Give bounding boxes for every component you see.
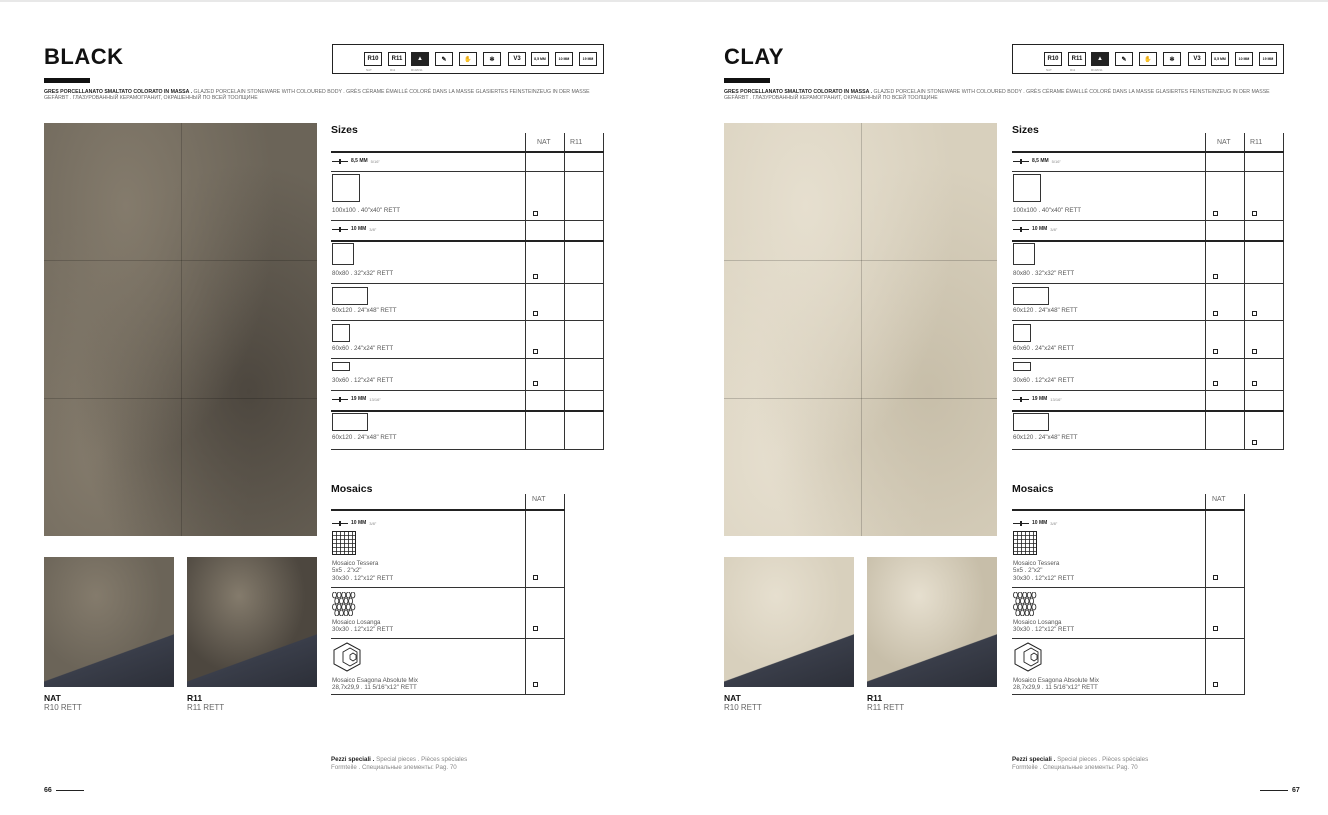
row-rule [331,320,604,321]
thickness-value: 10 MM [351,520,367,526]
thickness-10-icon [555,52,573,66]
mosaic-label [332,560,393,582]
thickness-8-5-icon [531,52,549,66]
slip-r10-icon [364,52,382,66]
note-text: Special pieces . Pièces spéciales [1057,756,1149,763]
stain-resistance-icon: ✎ [1115,52,1133,66]
icon-text: 8,5 MM [1214,57,1226,61]
row-rule [331,240,604,242]
thickness-inch: 3/8" [1050,520,1058,526]
column-divider [525,494,526,694]
thickness-value: 19 MM [1032,396,1048,402]
tile-joint [44,260,317,261]
size-label: 60x60 . 24"x24" RETT [332,345,394,352]
row-rule [331,587,565,588]
icon-text: R11 [391,56,403,62]
column-nat-header: NAT [1212,496,1226,503]
note-line [1012,756,1148,764]
thickness-icon [1013,397,1029,402]
note-line [331,756,467,764]
icon-text: R10 [367,56,379,62]
thickness-row [1013,226,1057,232]
special-pieces-note [331,756,467,771]
page-number-value: 66 [44,787,52,794]
product-description [724,89,1284,102]
thickness-inch: 3/8" [1050,226,1058,232]
tile-edge-shadow [187,557,317,687]
column-nat-header: NAT [537,139,551,146]
spec-icons-box [332,44,604,74]
mosaic-name: Mosaico Losanga [332,619,381,626]
finish-sample-photo-r11 [187,557,317,687]
icon-caption: NAT [1046,68,1052,72]
slip-r11-icon [1068,52,1086,66]
thickness-row [1013,520,1057,526]
tile-joint [181,123,182,536]
mosaic-size: 30x30 . 12"x12" RETT [332,626,394,634]
row-rule [331,358,604,359]
page-title: CLAY [724,44,784,69]
column-divider [1244,494,1245,694]
thickness-value: 10 MM [1032,520,1048,526]
availability-r11-mark [1252,381,1257,386]
thickness-value: 10 MM [351,226,367,232]
page-number [44,787,84,794]
icon-caption: R10/R11 [411,68,423,72]
mosaic-name: Mosaico Tessera [332,560,379,567]
availability-r11-mark [1252,311,1257,316]
tile-format-icon [332,413,368,431]
page-number-rule [56,790,84,791]
thickness-10-icon [1235,52,1253,66]
icon-caption: R10/R11 [1091,68,1103,72]
finish-caption [44,693,82,713]
row-rule [1012,220,1284,221]
finish-detail: R10 RETT [724,703,762,712]
tile-format-icon [332,287,368,305]
mosaics-title: Mosaics [331,483,373,495]
thickness-inch: 3/8" [369,520,377,526]
icon-text: 19 MM [1262,57,1274,61]
thickness-icon [332,397,348,402]
table-header-rule [1012,509,1245,511]
row-rule [331,220,604,221]
row-rule [1012,587,1245,588]
shade-variation-icon [508,52,526,66]
finish-sample-photo-r11 [867,557,997,687]
size-label: 100x100 . 40"x40" RETT [332,207,401,214]
availability-nat-mark [533,626,538,631]
product-description [44,89,604,102]
page-number-rule [1260,790,1288,791]
frost-resistance-icon: ✻ [483,52,501,66]
finish-caption [724,693,762,713]
hexagon-mosaic-icon [332,642,362,672]
column-nat-header: NAT [1217,139,1231,146]
tile-format-icon [1013,324,1031,342]
thickness-inch: 13/16" [1050,396,1062,402]
row-rule [331,283,604,284]
tile-floor-photo [44,123,317,536]
finish-name: NAT [724,693,741,703]
note-line-2: Formteile . Специальные элементы: Pag. 70 [331,763,457,771]
note-bold: Pezzi speciali . [331,756,375,763]
thickness-inch: 5/16" [1051,158,1061,164]
mosaics-title: Mosaics [1012,483,1054,495]
wear-resistance-icon: ▲ [411,52,429,66]
column-divider [1205,494,1206,694]
frost-resistance-icon: ✻ [1163,52,1181,66]
thickness-row [332,520,376,526]
size-label: 60x60 . 24"x24" RETT [1013,345,1075,352]
slip-r11-icon [388,52,406,66]
spec-icons-box [1012,44,1284,74]
availability-nat-mark [533,274,538,279]
row-rule [331,390,604,391]
thickness-value: 8,5 MM [1032,158,1049,164]
thickness-inch: 5/16" [370,158,380,164]
finish-caption [867,693,904,713]
icon-text: V3 [513,56,521,62]
column-r11-header: R11 [1250,139,1263,146]
mosaic-size: 30x30 . 12"x12" RETT [1013,626,1075,634]
chemical-resistance-icon: ✋ [1139,52,1157,66]
thickness-inch: 3/8" [369,226,377,232]
availability-nat-mark [533,682,538,687]
availability-nat-mark [1213,311,1218,316]
icon-text: 10 MM [558,57,570,61]
icon-text: V3 [1193,56,1201,62]
tile-format-icon [332,174,360,202]
description-bold: GRES PORCELLANATO SMALTATO COLORATO IN MASSA . [724,89,873,95]
mosaic-label [332,619,393,634]
availability-nat-mark [533,349,538,354]
tile-joint [724,260,997,261]
thickness-icon [1013,227,1029,232]
table-header-rule [1012,151,1284,153]
finish-name: R11 [867,693,883,703]
mosaic-size: 5x5 . 2"x2" [1013,567,1043,575]
size-label: 60x120 . 24"x48" RETT [332,307,397,314]
mosaic-label [1013,619,1074,634]
mosaic-name: Mosaico Losanga [1013,619,1062,626]
grid-mosaic-icon [1013,531,1037,555]
availability-r11-mark [1252,440,1257,445]
column-divider [1244,133,1245,449]
tile-format-icon [332,324,350,342]
mosaic-name: Mosaico Esagona Absolute Mix [332,677,418,684]
finish-detail: R11 RETT [867,703,905,712]
thickness-row [332,226,376,232]
tile-floor-photo [724,123,997,536]
row-rule [1012,171,1284,172]
icon-text: R10 [1047,56,1059,62]
thickness-icon [1013,159,1029,164]
thickness-value: 10 MM [1032,226,1048,232]
size-label: 100x100 . 40"x40" RETT [1013,207,1082,214]
finish-detail: R11 RETT [187,703,225,712]
thickness-row [332,158,380,164]
tile-edge-shadow [867,557,997,687]
row-rule [1012,694,1245,695]
thickness-inch: 13/16" [369,396,381,402]
mosaic-size: 28,7x29,9 . 11 5/16"x12" RETT [332,684,417,692]
size-label: 80x80 . 32"x32" RETT [1013,270,1075,277]
row-rule [331,638,565,639]
availability-nat-mark [533,381,538,386]
shade-variation-icon [1188,52,1206,66]
column-r11-header: R11 [570,139,583,146]
availability-nat-mark [1213,211,1218,216]
description-text: GLAZED PORCELAIN STONEWARE WITH COLOURED BODY . GRÈS CÉRAME ÉMAILLÉ COLORÉ DANS LA MASSE GLASIERTES FEINSTEINZEUG IN DER MASSE GEFÄRBT . ГЛАЗУРОВАННЫЙ КЕРАМОГРАНИТ, ОКРАШЕННЫЙ ПО ВСЕЙ ТООЛЩИНЕ [724,89,1270,102]
thickness-icon [332,227,348,232]
size-label: 30x60 . 12"x24" RETT [332,377,394,384]
row-rule [1012,240,1284,242]
row-rule [1012,410,1284,412]
icon-caption: NAT [366,68,372,72]
mosaic-label [1013,560,1074,582]
size-label: 60x120 . 24"x48" RETT [1013,307,1078,314]
icon-text: 10 MM [1238,57,1250,61]
availability-nat-mark [1213,381,1218,386]
tile-format-icon [332,243,354,265]
note-line-2: Formteile . Специальные элементы: Pag. 70 [1012,763,1138,771]
description-bold: GRES PORCELLANATO SMALTATO COLORATO IN MASSA . [44,89,193,95]
mosaic-size-2: 30x30 . 12"x12" RETT [1013,574,1075,582]
availability-nat-mark [533,311,538,316]
wear-resistance-icon: ▲ [1091,52,1109,66]
availability-r11-mark [1252,349,1257,354]
icon-text: R11 [1071,56,1083,62]
finish-detail: R10 RETT [44,703,82,712]
slip-r10-icon [1044,52,1062,66]
tile-joint [724,398,997,399]
thickness-row [1013,396,1062,402]
losanga-mosaic-icon [1013,592,1037,616]
thickness-icon [1013,521,1029,526]
size-label: 80x80 . 32"x32" RETT [332,270,394,277]
finish-name: NAT [44,693,61,703]
availability-nat-mark [1213,682,1218,687]
mosaic-label [1013,677,1099,692]
icon-caption: R11 [1070,68,1076,72]
losanga-mosaic-icon [332,592,356,616]
special-pieces-note [1012,756,1148,771]
mosaic-size-2: 30x30 . 12"x12" RETT [332,574,394,582]
row-rule [331,449,604,450]
tile-edge-shadow [44,557,174,687]
description-text: GLAZED PORCELAIN STONEWARE WITH COLOURED BODY . GRÈS CÉRAME ÉMAILLÉ COLORÉ DANS LA MASSE GLASIERTES FEINSTEINZEUG IN DER MASSE GEFÄRBT . ГЛАЗУРОВАННЫЙ КЕРАМОГРАНИТ, ОКРАШЕННЫЙ ПО ВСЕЙ ТООЛЩИНЕ [44,89,590,102]
row-rule [1012,283,1284,284]
tile-format-icon [332,362,350,371]
row-rule [1012,449,1284,450]
thickness-19-icon [1259,52,1277,66]
mosaic-size: 5x5 . 2"x2" [332,567,362,575]
thickness-8-5-icon [1211,52,1229,66]
catalog-page-right [664,0,1328,815]
tile-format-icon [1013,174,1041,202]
table-header-rule [331,151,604,153]
finish-sample-photo-nat [44,557,174,687]
row-rule [331,694,565,695]
size-label: 30x60 . 12"x24" RETT [1013,377,1075,384]
icon-text: 19 MM [582,57,594,61]
thickness-icon [332,159,348,164]
availability-nat-mark [1213,349,1218,354]
column-nat-header: NAT [532,496,546,503]
thickness-icon [332,521,348,526]
mosaic-name: Mosaico Esagona Absolute Mix [1013,677,1099,684]
mosaic-label [332,677,418,692]
page-title: BLACK [44,44,124,69]
availability-nat-mark [533,211,538,216]
row-rule [331,171,604,172]
icon-text: 8,5 MM [534,57,546,61]
finish-sample-photo-nat [724,557,854,687]
availability-nat-mark [533,575,538,580]
title-underline [724,78,770,83]
note-bold: Pezzi speciali . [1012,756,1056,763]
column-divider [564,494,565,694]
stain-resistance-icon: ✎ [435,52,453,66]
column-divider [603,133,604,449]
sizes-title: Sizes [1012,124,1039,136]
chemical-resistance-icon: ✋ [459,52,477,66]
thickness-value: 8,5 MM [351,158,368,164]
mosaic-name: Mosaico Tessera [1013,560,1060,567]
row-rule [1012,320,1284,321]
availability-nat-mark [1213,274,1218,279]
column-divider [525,133,526,449]
grid-mosaic-icon [332,531,356,555]
finish-name: R11 [187,693,203,703]
availability-r11-mark [1252,211,1257,216]
row-rule [1012,390,1284,391]
note-text: Special pieces . Pièces spéciales [376,756,468,763]
hexagon-mosaic-icon [1013,642,1043,672]
tile-edge-shadow [724,557,854,687]
thickness-19-icon [579,52,597,66]
availability-nat-mark [1213,575,1218,580]
size-label: 60x120 . 24"x48" RETT [1013,434,1078,441]
thickness-value: 19 MM [351,396,367,402]
page-number [1260,787,1300,794]
page-number-value: 67 [1292,787,1300,794]
row-rule [1012,358,1284,359]
tile-format-icon [1013,243,1035,265]
tile-joint [44,398,317,399]
thickness-row [332,396,381,402]
size-label: 60x120 . 24"x48" RETT [332,434,397,441]
column-divider [1283,133,1284,449]
title-underline [44,78,90,83]
row-rule [1012,638,1245,639]
icon-caption: R11 [390,68,396,72]
thickness-row [1013,158,1061,164]
tile-format-icon [1013,287,1049,305]
tile-joint [861,123,862,536]
row-rule [331,410,604,412]
mosaic-size: 28,7x29,9 . 11 5/16"x12" RETT [1013,684,1098,692]
sizes-title: Sizes [331,124,358,136]
column-divider [564,133,565,449]
tile-format-icon [1013,413,1049,431]
column-divider [1205,133,1206,449]
finish-caption [187,693,224,713]
tile-format-icon [1013,362,1031,371]
table-header-rule [331,509,565,511]
availability-nat-mark [1213,626,1218,631]
